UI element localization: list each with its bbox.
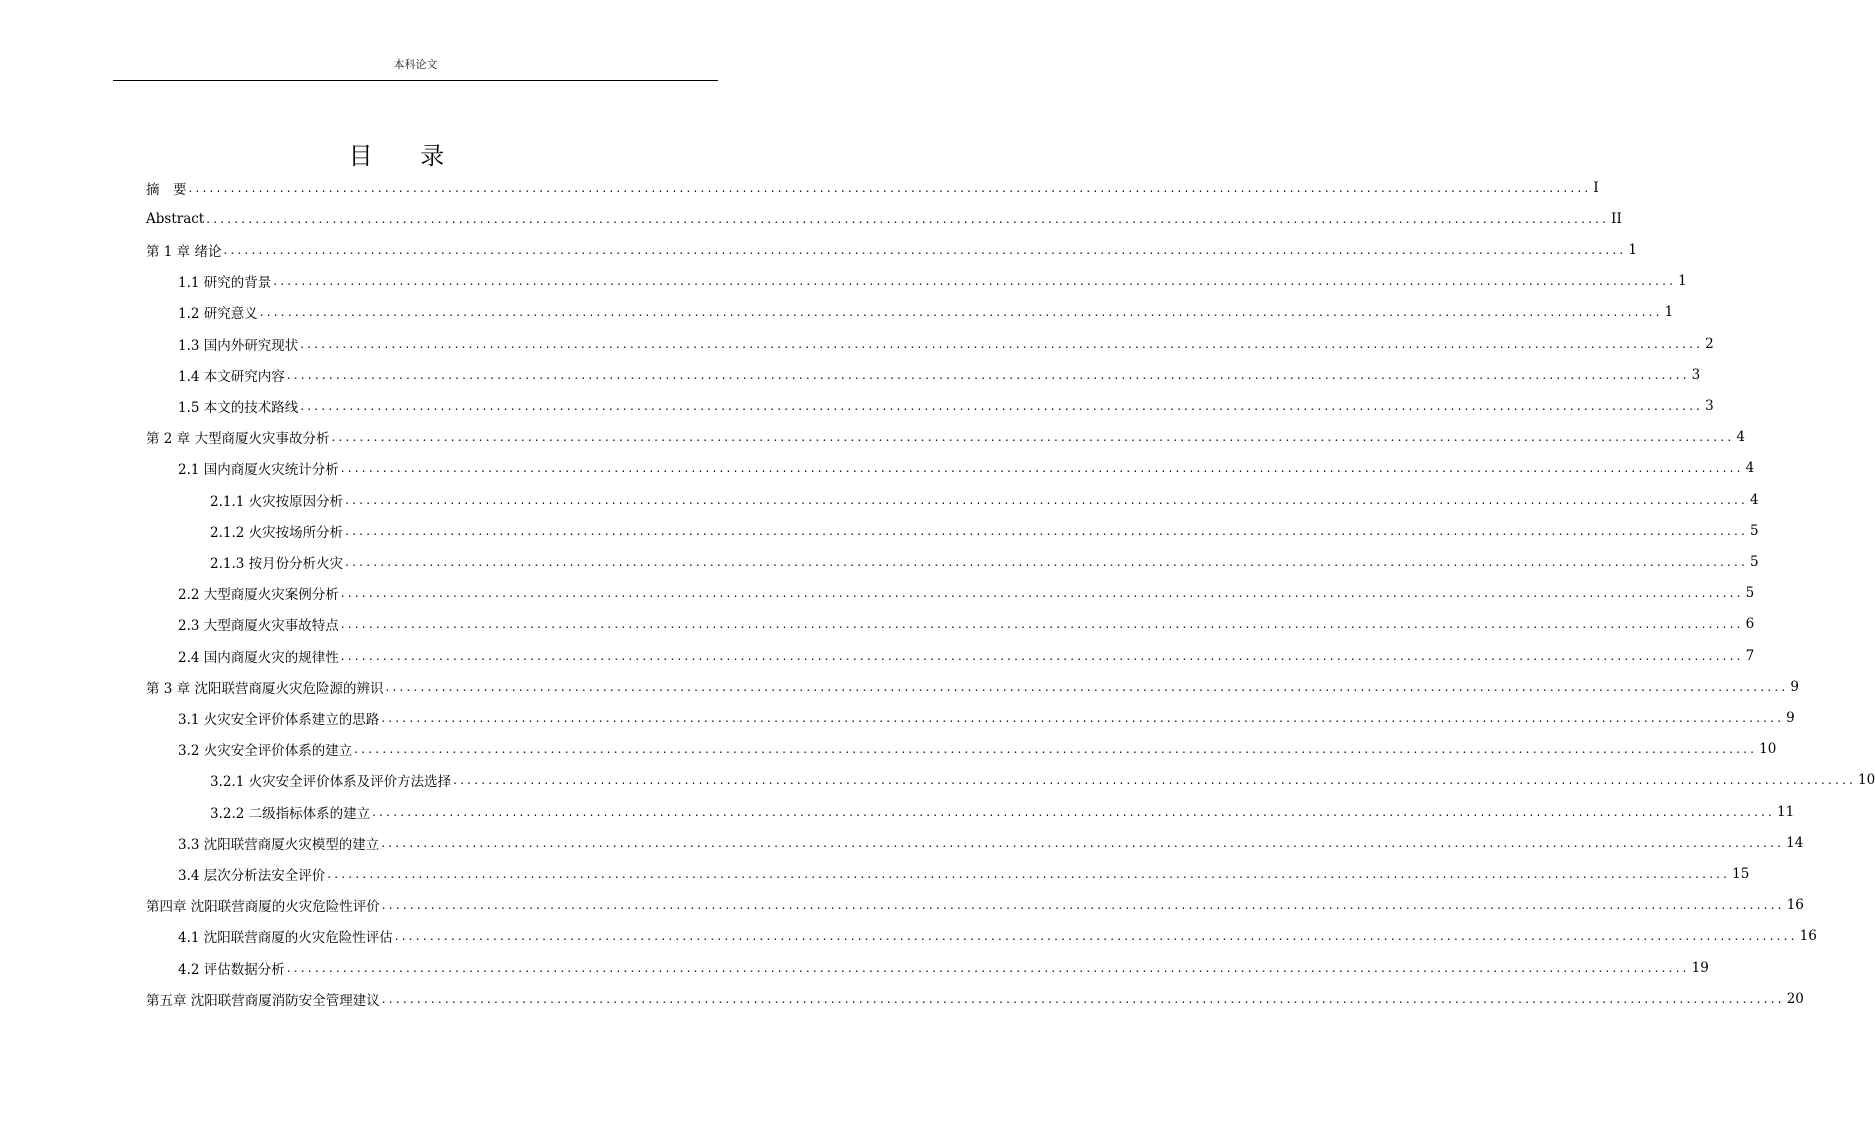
toc-entry-label: 3.3 沈阳联营商厦火灾模型的建立: [178, 836, 380, 853]
toc-entry[interactable]: [178, 297, 1674, 328]
toc-entry-page: I: [1593, 179, 1599, 196]
toc-entry[interactable]: [146, 172, 1599, 203]
toc-entry-page: 4: [1745, 460, 1755, 477]
toc-entry-label: 2.1.3 按月份分析火灾: [210, 555, 344, 572]
toc-leader-dots: ........................................................................................................................................................................................................: [340, 617, 1744, 632]
toc-entry-page: 9: [1790, 678, 1799, 695]
toc-entry-page: 9: [1786, 709, 1795, 726]
toc-entry[interactable]: [178, 266, 1687, 297]
toc-entry-label: 第四章 沈阳联营商厦的火灾危险性评价: [146, 899, 380, 916]
toc-entry-page: 2: [1705, 335, 1714, 352]
toc-entry[interactable]: [178, 359, 1701, 390]
toc-entry-label: 摘 要: [146, 181, 187, 198]
toc-entry-page: 19: [1691, 959, 1709, 976]
toc-entry[interactable]: [178, 328, 1714, 359]
toc-entry[interactable]: [178, 858, 1750, 889]
toc-entry[interactable]: [178, 921, 1817, 952]
toc-entry-page: 20: [1786, 990, 1804, 1007]
header-rule: [113, 80, 718, 81]
toc-entry[interactable]: [178, 578, 1755, 609]
toc-entry-label: 2.4 国内商厦火灾的规律性: [178, 649, 339, 666]
toc-entry-label: 2.1.1 火灾按原因分析: [210, 493, 344, 510]
toc-entry-page: 15: [1732, 865, 1750, 882]
toc-entry-label: 4.1 沈阳联营商厦的火灾危险性评估: [178, 930, 393, 947]
toc-leader-dots: ........................................................................................................................................................................................................: [345, 554, 1749, 569]
toc-entry-page: 7: [1745, 647, 1755, 664]
toc-entry[interactable]: [178, 952, 1709, 983]
toc-entry-label: 1.2 研究意义: [178, 306, 258, 323]
toc-entry-page: 10: [1759, 741, 1777, 758]
toc-leader-dots: ........................................................................................................................................................................................................: [381, 991, 1785, 1006]
toc-entry-page: 1: [1664, 304, 1674, 321]
toc-entry-page: 5: [1750, 522, 1759, 539]
toc-entry-page: 10: [1858, 772, 1875, 789]
toc-leader-dots: ........................................................................................................................................................................................................: [327, 866, 1731, 881]
toc-title: 目 录: [348, 142, 465, 170]
toc-leader-dots: ........................................................................................................................................................................................................: [453, 773, 1857, 788]
toc-entry[interactable]: [178, 390, 1714, 421]
toc-entry[interactable]: [210, 546, 1759, 577]
toc-entry[interactable]: [210, 484, 1759, 515]
toc-entry-page: 3: [1691, 366, 1701, 383]
toc-leader-dots: ........................................................................................................................................................................................................: [340, 461, 1744, 476]
toc-entry-page: 4: [1750, 491, 1759, 508]
toc-entry-page: 5: [1745, 585, 1755, 602]
toc-leader-dots: ........................................................................................................................................................................................................: [372, 804, 1776, 819]
toc-leader-dots: ........................................................................................................................................................................................................: [340, 586, 1744, 601]
toc-entry-label: 4.2 评估数据分析: [178, 961, 285, 978]
toc-entry[interactable]: [210, 515, 1759, 546]
toc-entry-label: 2.3 大型商厦火灾事故特点: [178, 618, 339, 635]
toc-entry[interactable]: [178, 827, 1804, 858]
toc-entry[interactable]: [210, 796, 1795, 827]
toc-entry[interactable]: [146, 422, 1745, 453]
toc-entry-page: 5: [1750, 553, 1759, 570]
toc-leader-dots: ........................................................................................................................................................................................................: [381, 835, 1785, 850]
toc-entry-label: 1.5 本文的技术路线: [178, 399, 299, 416]
toc-leader-dots: ........................................................................................................................................................................................................: [188, 180, 1592, 195]
toc-leader-dots: ........................................................................................................................................................................................................: [300, 398, 1704, 413]
toc-entry-page: 14: [1786, 834, 1804, 851]
toc-entry[interactable]: [146, 671, 1799, 702]
toc-entry[interactable]: [178, 640, 1755, 671]
toc-entry-label: 1.1 研究的背景: [178, 275, 272, 292]
toc-entry-label: 3.2.2 二级指标体系的建立: [210, 805, 371, 822]
toc-entry-page: II: [1611, 210, 1622, 227]
toc-entry-label: 3.4 层次分析法安全评价: [178, 867, 326, 884]
toc-entry[interactable]: [178, 609, 1755, 640]
toc-entry-label: 第 2 章 大型商厦火灾事故分析: [146, 431, 330, 448]
toc-entry-label: 3.1 火灾安全评价体系建立的思路: [178, 711, 380, 728]
toc-entry[interactable]: [210, 765, 1875, 796]
toc-leader-dots: ........................................................................................................................................................................................................: [206, 211, 1610, 226]
toc-leader-dots: ........................................................................................................................................................................................................: [385, 679, 1789, 694]
toc-leader-dots: ........................................................................................................................................................................................................: [331, 430, 1735, 445]
toc-leader-dots: ........................................................................................................................................................................................................: [381, 898, 1785, 913]
toc-entry-page: 11: [1777, 803, 1795, 820]
toc-entry-page: 6: [1745, 616, 1755, 633]
toc-entry-label: 第 3 章 沈阳联营商厦火灾危险源的辨识: [146, 680, 384, 697]
toc-entry-label: 3.2.1 火灾安全评价体系及评价方法选择: [210, 774, 452, 791]
page-header: 本科论文: [393, 58, 438, 71]
toc-entry[interactable]: [146, 203, 1622, 234]
toc-entry-label: 第 1 章 绪论: [146, 243, 222, 260]
toc-leader-dots: ........................................................................................................................................................................................................: [345, 492, 1749, 507]
toc-entry-label: 2.2 大型商厦火灾案例分析: [178, 587, 339, 604]
toc-leader-dots: ........................................................................................................................................................................................................: [381, 710, 1785, 725]
toc-entry[interactable]: [178, 734, 1777, 765]
toc-entry[interactable]: [146, 890, 1804, 921]
toc-entry-label: 1.4 本文研究内容: [178, 368, 285, 385]
toc-entry-label: 第五章 沈阳联营商厦消防安全管理建议: [146, 992, 380, 1009]
toc-entry[interactable]: [178, 453, 1755, 484]
toc-leader-dots: ........................................................................................................................................................................................................: [340, 648, 1744, 663]
toc-leader-dots: ........................................................................................................................................................................................................: [273, 274, 1677, 289]
toc-entry-label: 2.1 国内商厦火灾统计分析: [178, 462, 339, 479]
toc-leader-dots: ........................................................................................................................................................................................................: [286, 960, 1690, 975]
toc-entry-label: Abstract: [146, 210, 205, 227]
toc-entry-label: 2.1.2 火灾按场所分析: [210, 524, 344, 541]
toc-entry-page: 1: [1678, 273, 1687, 290]
toc-leader-dots: ........................................................................................................................................................................................................: [345, 523, 1749, 538]
toc-leader-dots: ........................................................................................................................................................................................................: [354, 742, 1758, 757]
toc-entry-page: 16: [1799, 928, 1817, 945]
toc-leader-dots: ........................................................................................................................................................................................................: [259, 305, 1663, 320]
toc-leader-dots: ........................................................................................................................................................................................................: [394, 929, 1798, 944]
toc-entry-page: 3: [1705, 397, 1714, 414]
toc-entry-page: 1: [1628, 241, 1637, 258]
toc-entry-label: 3.2 火灾安全评价体系的建立: [178, 743, 353, 760]
toc-entry-label: 1.3 国内外研究现状: [178, 337, 299, 354]
toc-entry[interactable]: [146, 983, 1804, 1014]
toc-entry[interactable]: [146, 234, 1637, 265]
toc-leader-dots: ........................................................................................................................................................................................................: [286, 367, 1690, 382]
toc-entry[interactable]: [178, 702, 1795, 733]
toc-leader-dots: ........................................................................................................................................................................................................: [223, 242, 1627, 257]
toc-entry-page: 4: [1736, 429, 1745, 446]
toc-entry-page: 16: [1786, 897, 1804, 914]
toc-leader-dots: ........................................................................................................................................................................................................: [300, 336, 1704, 351]
